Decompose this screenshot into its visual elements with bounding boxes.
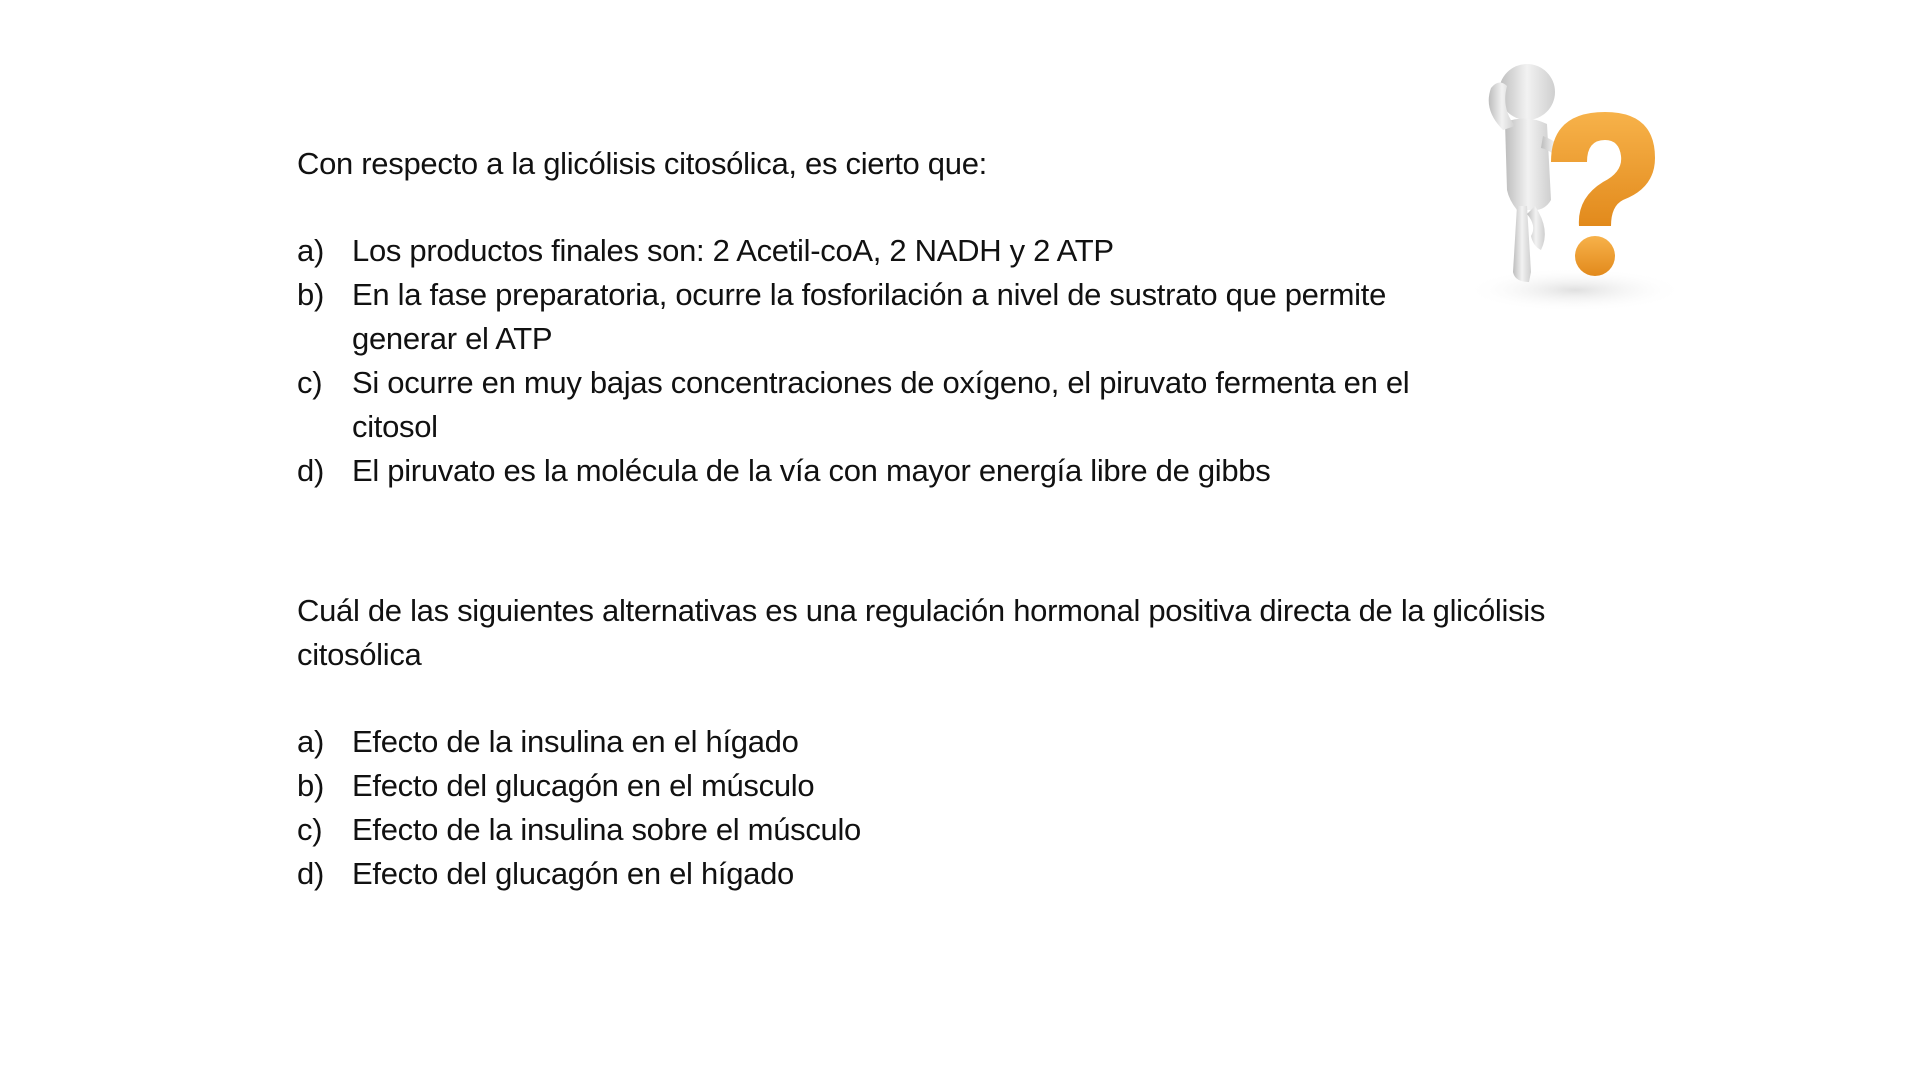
option-label: d) <box>297 453 324 488</box>
option-label: d) <box>297 856 324 891</box>
question-2-prompt: Cuál de las siguientes alternativas es una regulación hormonal positiva directa de la glicólisis citosólica <box>297 593 1546 672</box>
option-label: b) <box>297 277 324 312</box>
option-text: Efecto de la insulina en el hígado <box>352 724 799 759</box>
option-c <box>297 808 1597 852</box>
option-a <box>297 720 1597 764</box>
option-b <box>297 273 1447 361</box>
option-label: c) <box>297 365 323 400</box>
option-label: b) <box>297 768 324 803</box>
option-d <box>297 852 1597 896</box>
option-c <box>297 361 1447 449</box>
thinking-person-question-mark-icon <box>1455 50 1695 325</box>
question-1-prompt: Con respecto a la glicólisis citosólica, es cierto que: <box>297 146 987 181</box>
option-label: a) <box>297 724 324 759</box>
question-2-options <box>297 720 1597 896</box>
question-2 <box>297 589 1597 896</box>
option-text: En la fase preparatoria, ocurre la fosforilación a nivel de sustrato que permite generar el ATP <box>352 277 1387 356</box>
option-text: Efecto del glucagón en el músculo <box>352 768 815 803</box>
option-text: El piruvato es la molécula de la vía con mayor energía libre de gibbs <box>352 453 1271 488</box>
option-text: Efecto del glucagón en el hígado <box>352 856 794 891</box>
option-d <box>297 449 1447 493</box>
option-label: c) <box>297 812 323 847</box>
option-text: Si ocurre en muy bajas concentraciones de oxígeno, el piruvato fermenta en el citosol <box>352 365 1410 444</box>
option-label: a) <box>297 233 324 268</box>
question-1 <box>297 142 1447 493</box>
option-text: Efecto de la insulina sobre el músculo <box>352 812 862 847</box>
question-1-options <box>297 229 1447 493</box>
option-a <box>297 229 1447 273</box>
option-text: Los productos finales son: 2 Acetil-coA, 2 NADH y 2 ATP <box>352 233 1114 268</box>
option-b <box>297 764 1597 808</box>
